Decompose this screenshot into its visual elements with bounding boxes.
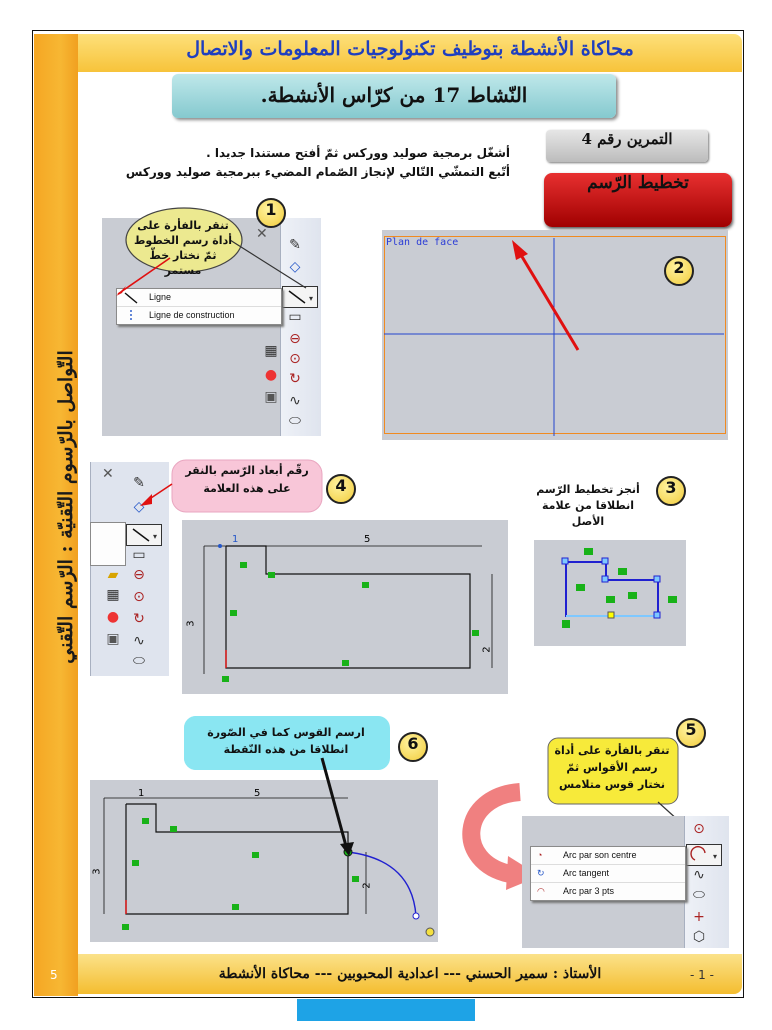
spline-icon[interactable]: ∿ [693,867,705,883]
dim-3-label: 3 [91,868,103,875]
ellipse-icon[interactable]: ⬭ [289,413,301,429]
ellipse-icon[interactable]: ⬭ [693,887,705,903]
spline-icon[interactable]: ∿ [289,393,301,409]
circle-icon[interactable]: ⊙ [693,821,705,837]
activity-title: النّشاط 17 من كرّاس الأنشطة. [260,83,528,107]
step3-callout: أنجز تخطيط الرّسم انطلاقا من علامة الأصل [536,483,640,528]
sidebar-page-number: 5 [50,968,58,982]
color-icon[interactable]: ● [264,367,278,383]
step6-sketch [90,780,438,942]
rectangle-icon[interactable]: ▭ [132,547,146,563]
slot-icon[interactable]: ⊖ [289,331,301,347]
arc-centre-icon: ◔ [537,850,543,860]
smart-dimension-icon[interactable]: ◇ [133,499,145,515]
svg-text:▾: ▾ [309,294,314,303]
plane-label: Plan de face [386,237,459,248]
note-icon[interactable]: ▰ [107,567,119,583]
construction-line-icon [123,309,139,323]
menu-item-arc-centre[interactable] [531,847,685,865]
dim-2-label: 2 [361,882,373,889]
point-icon[interactable]: + [693,909,705,925]
instruction-line-2: أتّبع التمشّي التّالي لإنجاز الصّمام المضيء ببرمجية صوليد ووركس [125,165,510,179]
line-tool-button[interactable] [126,524,162,546]
menu-item-arc-tangent[interactable] [531,865,685,883]
menu-item-label: Ligne de construction [149,310,235,320]
sketch-icon[interactable]: ✎ [289,237,301,253]
close-icon[interactable]: ✕ [102,466,114,482]
rectangle-icon[interactable]: ▭ [288,309,302,325]
arc-dropdown-menu [530,846,686,901]
circle-icon[interactable]: ⊙ [289,351,301,367]
dim-1-label: 1 [232,534,239,545]
exercise-label: التمرين رقم 4 [546,130,708,162]
sidebar-title: التّواصل بالرّسوم التّقنيّة : الرّسم التّقني [55,350,77,664]
step1-callout: تنقر بالفأرة على أداة رسم الخطوط ثمّ نختار خطّ مستمر [134,219,232,277]
folder-icon[interactable]: ▣ [106,631,120,647]
header-title: محاكاة الأنشطة بتوظيف تكنولوجيات المعلومات والاتصال [186,38,634,60]
color-icon[interactable]: ● [106,609,120,625]
arc-tool-button[interactable] [686,844,722,866]
folder-icon[interactable]: ▣ [264,389,278,405]
drawing-label: تخطيط الرّسم [544,173,732,227]
arc-tangent-icon: ↻ [537,868,545,878]
arc-icon[interactable]: ↻ [133,611,145,627]
footer-text: الأستاذ : سمير الحسني --- اعدادية المحبوبين --- محاكاة الأنشطة [218,966,602,982]
smart-dimension-icon[interactable]: ◇ [289,259,301,275]
slot-icon[interactable]: ⊖ [133,567,145,583]
circle-icon[interactable]: ⊙ [133,589,145,605]
bottom-strip [297,999,475,1021]
step6-callout: ارسم القوس كما في الصّورة انطلاقا من هذه النّقطة [207,726,365,756]
close-icon[interactable]: ✕ [256,226,268,242]
step3-number: 3 [656,476,686,506]
svg-text:▾: ▾ [153,532,158,541]
line-icon [127,525,161,545]
menu-item-ligne-construction[interactable] [117,307,281,324]
step3-sketch [534,540,686,646]
arc-3pts-icon: ◠ [537,886,545,896]
step6-number: 6 [398,732,428,762]
menu-item-label: Ligne [149,292,172,302]
arc-icon[interactable]: ↻ [289,371,301,387]
step4-callout: رقّم أبعاد الرّسم بالنقر على هذه العلامة [185,464,309,495]
menu-item-label: Arc par 3 pts [563,886,615,896]
sketch-icon[interactable]: ✎ [133,475,145,491]
step6-pointer-arrow [314,754,358,858]
ellipse-icon[interactable]: ⬭ [133,653,145,669]
step5-number: 5 [676,718,706,748]
step4-sketch [182,520,508,694]
menu-item-label: Arc tangent [563,868,610,878]
step2-number: 2 [664,256,694,286]
dim-1-label: 1 [138,788,145,799]
menu-item-arc-3pts[interactable] [531,883,685,900]
arc-icon [687,845,721,865]
instruction-line-1: أشغّل برمجية صوليد ووركس ثمّ أفتح مستندا جديدا . [206,146,510,160]
svg-text:▾: ▾ [713,852,718,861]
step4-number: 4 [326,474,356,504]
grid-icon[interactable]: ▦ [106,587,120,603]
spline-icon[interactable]: ∿ [133,633,145,649]
dim-3-label: 3 [185,620,197,627]
grid-icon[interactable]: ▦ [264,343,278,359]
step5-callout: تنقر بالفأرة على أداة رسم الأقواس ثمّ نختار قوس متلامس [554,744,670,791]
dim-2-label: 2 [481,646,493,653]
footer-page-number: - 1 - [690,968,714,982]
step1-number: 1 [256,198,286,228]
polygon-icon[interactable]: ⬡ [692,929,706,945]
menu-item-label: Arc par son centre [563,850,637,860]
dim-5-label: 5 [364,534,371,545]
dim-5-label: 5 [254,788,261,799]
collapsed-menu [90,522,126,566]
